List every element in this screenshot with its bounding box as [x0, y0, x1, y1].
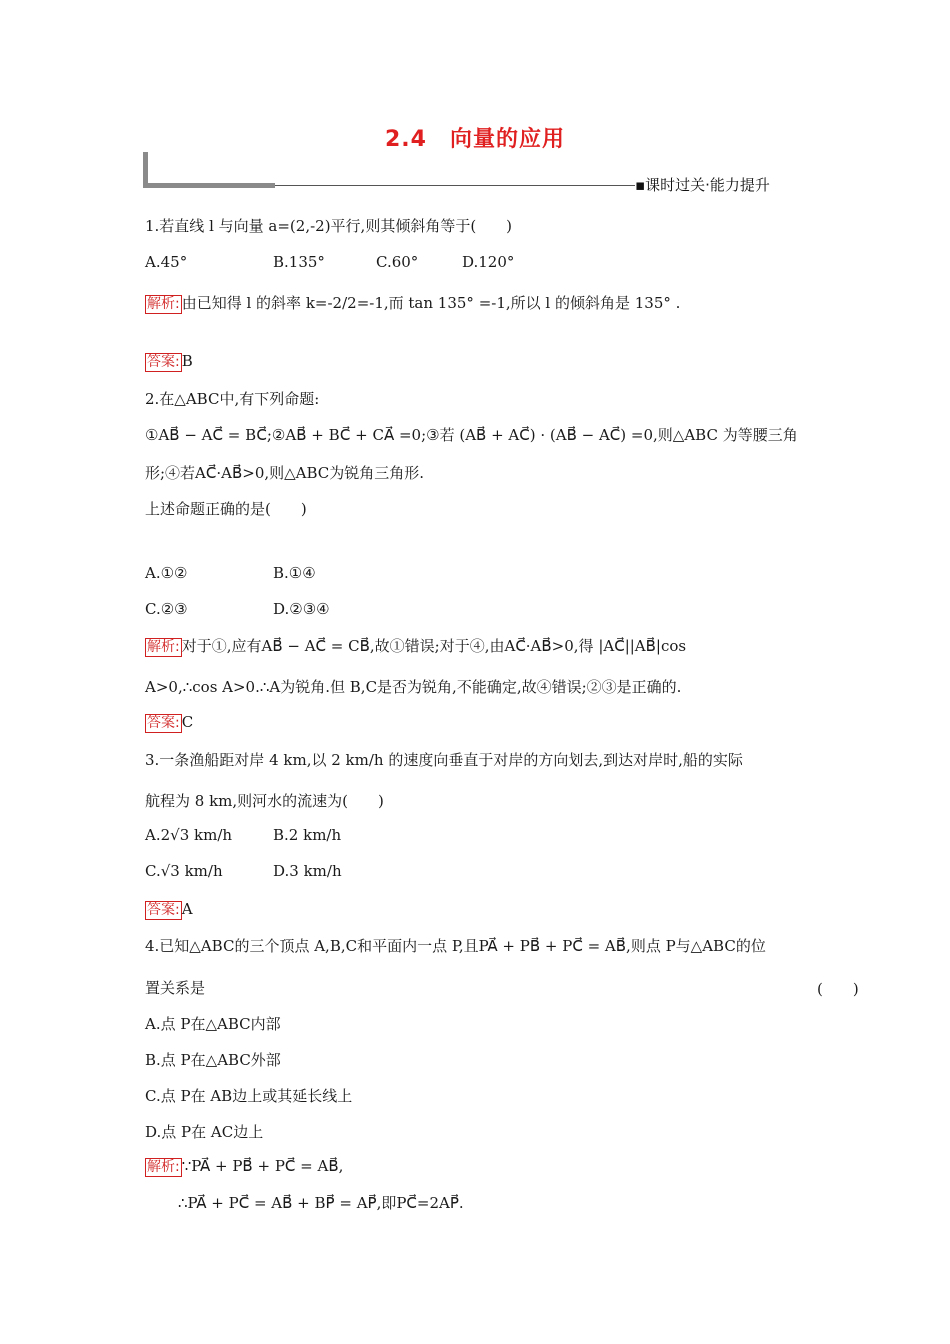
- q3-option-c: C.√3 km/h: [145, 862, 223, 880]
- q1-option-a: A.45°: [145, 253, 188, 271]
- q2-answer: C: [181, 713, 194, 731]
- q1-option-b: B.135°: [273, 253, 325, 271]
- answer-tag: 答案:: [147, 715, 180, 731]
- q2-answer-row: [145, 712, 193, 733]
- q4-line2: 置关系是: [145, 979, 206, 997]
- q4-option-b: B.点 P在△ABC外部: [145, 1051, 281, 1069]
- q4-analysis-row: [145, 1156, 343, 1177]
- q4-analysis-text-2: ∴PA⃗ + PC⃗ = AB⃗ + BP⃗ = AP⃗,即PC⃗=2AP⃗.: [178, 1194, 464, 1212]
- q3-answer-row: [145, 899, 193, 920]
- q2-line1: ①AB⃗ − AC⃗ = BC⃗;②AB⃗ + BC⃗ + CA⃗ =0;③若 (AB⃗ + AC⃗) · (AB⃗ − AC⃗) =0,则△ABC 为等腰三角: [145, 426, 798, 444]
- q1-answer: B: [181, 352, 193, 370]
- banner-rule: [275, 185, 635, 186]
- q4-line1: 4.已知△ABC的三个顶点 A,B,C和平面内一点 P,且PA⃗ + PB⃗ + PC⃗ = AB⃗,则点 P与△ABC的位: [145, 937, 766, 955]
- q3-option-d: D.3 km/h: [273, 862, 342, 880]
- q4-analysis-text-1: ∵PA⃗ + PB⃗ + PC⃗ = AB⃗,: [181, 1157, 344, 1175]
- q1-stem: 1.若直线 l 与向量 a=(2,-2)平行,则其倾斜角等于( ): [145, 217, 513, 235]
- analysis-tag: 解析:: [147, 1159, 180, 1175]
- q3-line1: 3.一条渔船距对岸 4 km,以 2 km/h 的速度向垂直于对岸的方向划去,到达对岸时,船的实际: [145, 751, 743, 769]
- q4-option-d: D.点 P在 AC边上: [145, 1123, 264, 1141]
- q2-line2: 形;④若AC⃗·AB⃗>0,则△ABC为锐角三角形.: [145, 464, 425, 482]
- analysis-tag: 解析:: [147, 639, 180, 655]
- q1-analysis-row: [145, 293, 680, 314]
- q1-option-c: C.60°: [376, 253, 419, 271]
- q2-analysis-text-2: A>0,∴cos A>0.∴A为锐角.但 B,C是否为锐角,不能确定,故④错误;②③是正确的.: [145, 678, 682, 696]
- section-label: ▪课时过关·能力提升: [635, 176, 770, 194]
- page-title: 2.4 向量的应用: [385, 127, 565, 152]
- q2-line3: 上述命题正确的是( ): [145, 500, 307, 518]
- q2-option-c: C.②③: [145, 600, 188, 618]
- q3-line2: 航程为 8 km,则河水的流速为( ): [145, 792, 384, 810]
- q2-option-d: D.②③④: [273, 600, 330, 618]
- q1-analysis-text: 由已知得 l 的斜率 k=-2/2=-1,而 tan 135° =-1,所以 l 的倾斜角是 135° .: [181, 294, 681, 312]
- answer-tag: 答案:: [147, 902, 180, 918]
- q2-analysis-row: [145, 636, 686, 657]
- q2-option-b: B.①④: [273, 564, 316, 582]
- answer-tag: 答案:: [147, 354, 180, 370]
- q3-answer: A: [181, 900, 193, 918]
- q4-option-c: C.点 P在 AB边上或其延长线上: [145, 1087, 353, 1105]
- q1-option-d: D.120°: [462, 253, 515, 271]
- analysis-tag: 解析:: [147, 296, 180, 312]
- q1-answer-row: [145, 351, 193, 372]
- banner-bracket-horizontal: [143, 183, 275, 188]
- q4-answer-blank: ( ): [817, 980, 859, 998]
- q2-analysis-text-1: 对于①,应有AB⃗ − AC⃗ = CB⃗,故①错误;对于④,由AC⃗·AB⃗>0,得 |AC⃗||AB⃗|cos: [181, 637, 687, 655]
- q3-option-b: B.2 km/h: [273, 826, 342, 844]
- q2-option-a: A.①②: [145, 564, 188, 582]
- q3-option-a: A.2√3 km/h: [145, 826, 233, 844]
- q4-option-a: A.点 P在△ABC内部: [145, 1015, 281, 1033]
- q2-stem: 2.在△ABC中,有下列命题:: [145, 390, 320, 408]
- section-banner: [143, 152, 770, 194]
